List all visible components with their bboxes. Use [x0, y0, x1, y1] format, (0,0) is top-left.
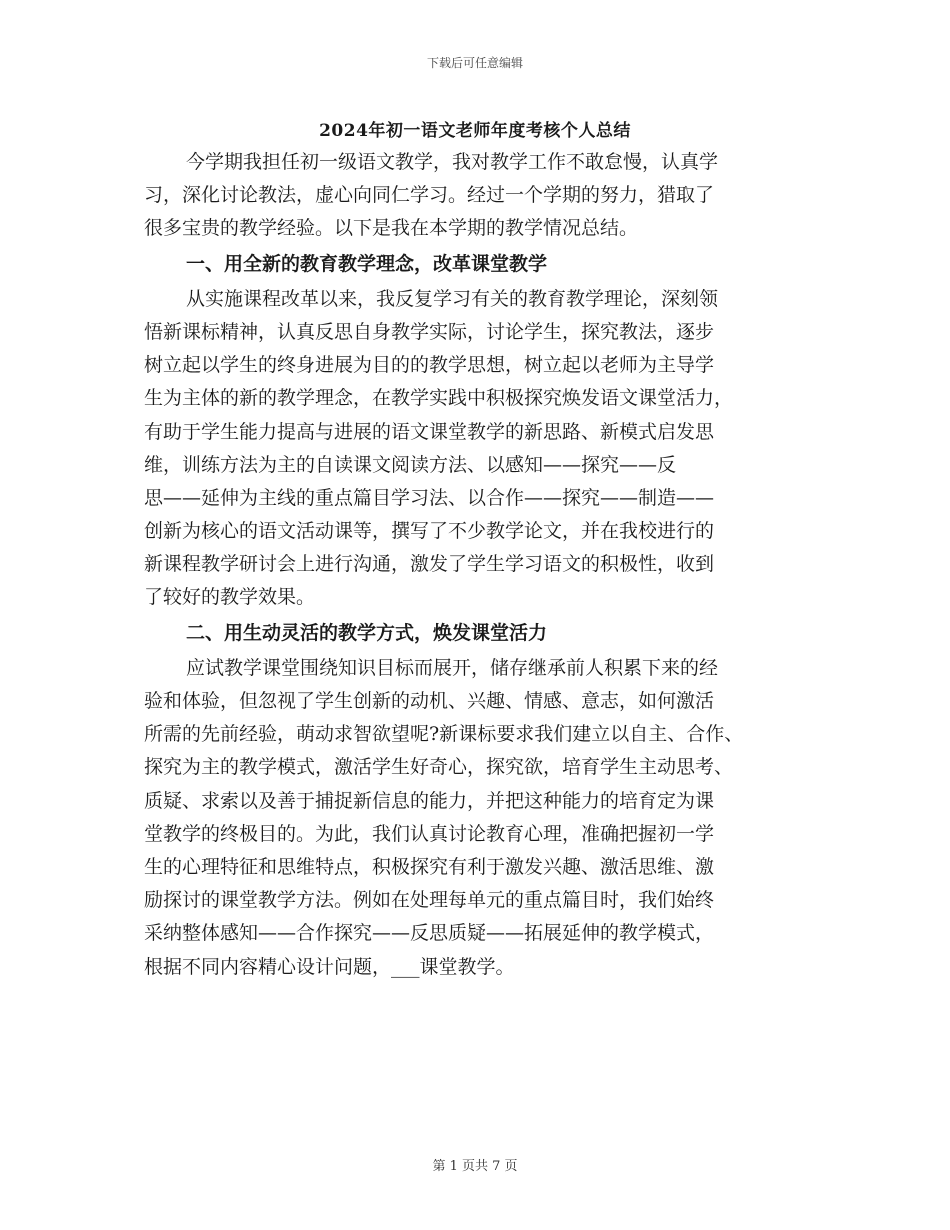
document-body: [144, 146, 824, 984]
section-2-line: 质疑、求索以及善于捕捉新信息的能力，并把这种能力的培育定为课: [144, 789, 715, 812]
section-1-line: 树立起以学生的终身进展为目的的教学思想，树立起以老师为主导学: [144, 354, 715, 377]
section-2-line: 生的心理特征和思维特点，积极探究有利于激发兴趣、激活思维、激: [144, 855, 715, 878]
section-1-line: 悟新课标精神，认真反思自身教学实际，讨论学生，探究教法，逐步: [144, 320, 715, 343]
section-1-line: 有助于学生能力提高与进展的语文课堂教学的新思路、新模式启发思: [144, 420, 715, 443]
intro-line: 很多宝贵的教学经验。以下是我在本学期的教学情况总结。: [144, 217, 639, 240]
section-1-paragraph: [144, 283, 824, 615]
section-2-line: 采纳整体感知——合作探究——反思质疑——拓展延伸的教学模式，: [144, 922, 715, 945]
section-2-line: 所需的先前经验，萌动求智欲望呢?新课标要求我们建立以自主、合作、: [144, 723, 744, 746]
section-2-line: 励探讨的课堂教学方法。例如在处理每单元的重点篇目时，我们始终: [144, 889, 715, 912]
document-title: 2024年初一语文老师年度考核个人总结: [319, 121, 631, 141]
section-2-heading: 二、用生动灵活的教学方式，焕发课堂活力: [186, 621, 548, 644]
intro-line: 今学期我担任初一级语文教学，我对教学工作不敢怠慢，认真学: [186, 151, 719, 173]
section-2-line: 探究为主的教学模式，激活学生好奇心，探究欲，培育学生主动思考、: [144, 756, 734, 779]
page-number-footer: 第 1 页共 7 页: [432, 1159, 518, 1174]
section-1-line: 思——延伸为主线的重点篇目学习法、以合作——探究——制造——: [144, 486, 715, 509]
section-1-line: 维，训练方法为主的自读课文阅读方法、以感知——探究——反: [144, 453, 677, 476]
section-1-line: 生为主体的新的教学理念，在教学实践中积极探究焕发语文课堂活力，: [144, 387, 734, 410]
intro-line: 习，深化讨论教法，虚心向同仁学习。经过一个学期的努力，猎取了: [144, 184, 715, 207]
section-1-line: 创新为核心的语文活动课等，撰写了不少教学论文，并在我校进行的: [144, 520, 715, 543]
section-2-line: 根据不同内容精心设计问题，___课堂教学。: [144, 955, 515, 978]
section-2-line: 验和体验，但忽视了学生创新的动机、兴趣、情感、意志，如何激活: [144, 690, 715, 712]
section-2-line: 应试教学课堂围绕知识目标而展开，储存继承前人积累下来的经: [186, 656, 719, 679]
header-note: 下载后可任意编辑: [426, 56, 523, 70]
section-1-heading: 一、用全新的教育教学理念，改革课堂教学: [186, 252, 548, 275]
section-1-line: 新课程教学研讨会上进行沟通，激发了学生学习语文的积极性，收到: [144, 553, 715, 576]
section-1-line: 从实施课程改革以来，我反复学习有关的教育教学理论，深刻领: [186, 287, 719, 310]
section-1-line: 了较好的教学效果。: [144, 586, 316, 609]
section-2-line: 堂教学的终极目的。为此，我们认真讨论教育心理，准确把握初一学: [144, 822, 715, 845]
intro-paragraph: [144, 146, 824, 246]
section-2-paragraph: [144, 652, 824, 984]
